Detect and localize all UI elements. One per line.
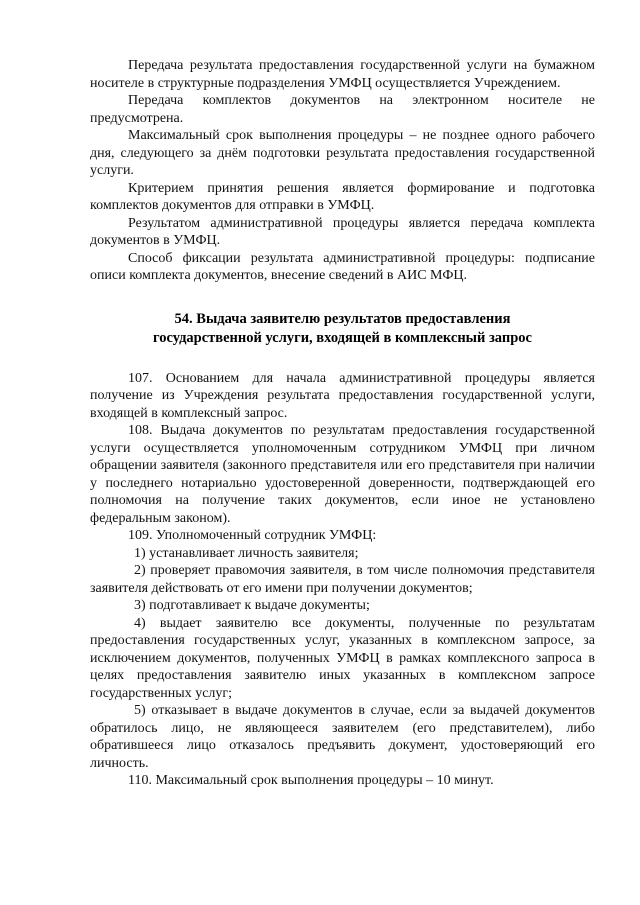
paragraph-109: 109. Уполномоченный сотрудник УМФЦ: [128,528,377,543]
document-page [90,57,595,790]
paragraph-transfer-paper: Передача результата предоставления государственной услуги на бумажном носителе в структурные подразделения УМФЦ осуществляется Учреждением. [90,58,595,91]
paragraph-procedure-result: Результатом административной процедуры является передача комплекта документов в УМФЦ. [90,215,595,248]
list-item-1: 1) устанавливает личность заявителя; [134,545,359,561]
paragraph-108: 108. Выдача документов по результатам предоставления государственной услуги осуществляется уполномоченным сотрудником УМФЦ при личном обращении заявителя (законного представителя или его представителя при наличии у последнего нотариально удостоверенной доверенности, подтверждающей его полномочия на получение таких документов, если иное не установлено федеральным законом). [90,423,595,526]
section-heading-line-2: государственной услуги, входящей в комплексный запрос [153,329,532,346]
list-item-3: 3) подготавливает к выдаче документы; [134,598,370,613]
list-item-5: 5) отказывает в выдаче документов в случае, если за выдачей документов обратилось лицо, не являющееся заявителем (его представителем), либо обратившееся лицо отказалось предъявить документ, удостоверяющий его личность. [90,703,595,771]
section-heading-line-1: 54. Выдача заявителю результатов предоставления [174,310,511,327]
paragraph-max-term-transfer: Максимальный срок выполнения процедуры – не позднее одного рабочего дня, следующего за днём подготовки результата предоставления государственной услуги. [90,128,595,178]
paragraph-110: 110. Максимальный срок выполнения процедуры – 10 минут. [128,773,494,788]
section-heading [90,310,595,348]
list-item-2: 2) проверяет правомочия заявителя, в том числе полномочия представителя заявителя действовать от его имени при получении документов; [90,563,595,596]
paragraph-transfer-electronic: Передача комплектов документов на электронном носителе не предусмотрена. [90,93,595,126]
paragraph-107: 107. Основанием для начала административной процедуры является получение из Учреждения результата предоставления государственной услуги, входящей в комплексный запрос. [90,370,595,421]
paragraph-decision-criterion: Критерием принятия решения является формирование и подготовка комплектов документов для отправки в УМФЦ. [90,180,595,213]
paragraph-fixation-method: Способ фиксации результата административной процедуры: подписание описи комплекта документов, внесение сведений в АИС МФЦ. [90,250,595,283]
list-item-4: 4) выдает заявителю все документы, полученные по результатам предоставления государственных услуг, указанных в комплексном запросе, за исключением документов, полученных УМФЦ в рамках комплексного запроса в целях предоставления заявителю иных указанных в комплексном запросе государственных услуг; [90,615,595,701]
